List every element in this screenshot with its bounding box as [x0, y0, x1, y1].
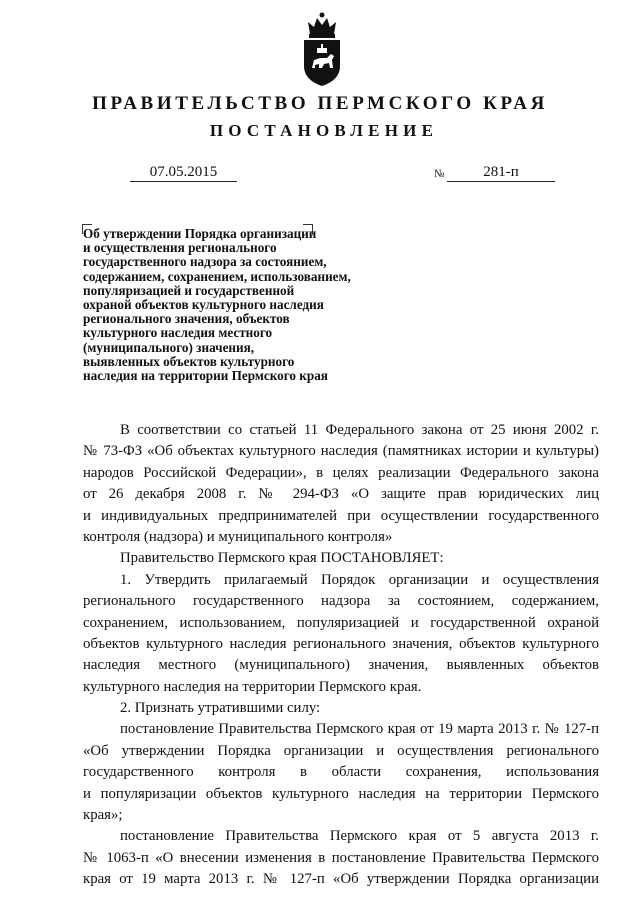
decree-body	[83, 420, 599, 891]
subject-line: и осуществления регионального	[83, 240, 277, 256]
number-label: №	[434, 168, 445, 180]
body-line: 2. Признать утратившими силу:	[120, 700, 321, 717]
subject-line: культурного наследия местного	[83, 325, 273, 341]
decree-subject	[83, 227, 413, 383]
body-line: края от 19 марта 2013 г. № 127-п «Об утверждении Порядка организации	[83, 871, 599, 888]
body-line: и популяризации объектов культурного наследия на территории Пермского	[83, 785, 599, 802]
decree-number: 281-п	[447, 163, 555, 182]
decree-date: 07.05.2015	[130, 163, 237, 182]
body-line: 1. Утвердить прилагаемый Порядок организации и осуществления	[120, 571, 599, 588]
subject-line: содержанием, сохранением, использованием,	[83, 268, 351, 284]
body-line: В соответствии со статьей 11 Федерального закона от 25 июня 2002 г.	[120, 422, 599, 438]
body-line: № 73-ФЗ «Об объектах культурного наследия (памятниках истории и культуры)	[83, 443, 599, 460]
subject-line: охраной объектов культурного наследия	[83, 297, 324, 313]
body-line: регионального государственного надзора за состоянием, содержанием,	[83, 593, 599, 610]
body-line: и индивидуальных предпринимателей при осуществлении государственного	[83, 507, 599, 524]
document-type-title: ПОСТАНОВЛЕНИЕ	[209, 121, 439, 140]
government-title: ПРАВИТЕЛЬСТВО ПЕРМСКОГО КРАЯ	[92, 93, 548, 114]
body-line: постановление Правительства Пермского края от 5 августа 2013 г.	[120, 828, 599, 845]
subject-line: популяризацией и государственной	[83, 282, 295, 298]
body-line: от 26 декабря 2008 г. № 294-ФЗ «О защите прав юридических лиц	[83, 486, 599, 503]
body-line: Правительство Пермского края ПОСТАНОВЛЯЕТ:	[120, 550, 444, 567]
subject-line: Об утверждении Порядка организации	[83, 226, 317, 241]
body-line: объектов культурного наследия регионального значения, объектов культурного	[83, 635, 599, 652]
body-line: контроля (надзора) и муниципального контроля»	[83, 528, 393, 545]
perm-krai-emblem-icon	[300, 10, 344, 88]
subject-line: (муниципального) значения,	[83, 339, 255, 355]
body-line: постановление Правительства Пермского края от 19 марта 2013 г. № 127-п	[120, 721, 599, 738]
body-line: наследия местного (муниципального) значения, выявленных объектов	[83, 657, 599, 674]
body-line: культурного наследия на территории Пермского края.	[83, 678, 422, 695]
body-line: «Об утверждении Порядка организации и осуществления регионального	[83, 742, 599, 759]
subject-line: наследия на территории Пермского края	[83, 368, 328, 384]
body-line: народов Российской Федерации», в целях реализации Федерального закона	[83, 464, 599, 481]
subject-line: регионального значения, объектов	[83, 311, 290, 327]
body-line: сохранением, использованием, популяризацией и государственной охраной	[83, 614, 599, 631]
body-line: государственного контроля в области сохранения, использования	[83, 764, 599, 781]
subject-line: государственного надзора за состоянием,	[83, 254, 327, 270]
body-line: № 1063-п «О внесении изменения в постановление Правительства Пермского	[83, 849, 599, 866]
subject-line: выявленных объектов культурного	[83, 353, 295, 369]
body-line: края»;	[83, 807, 123, 824]
